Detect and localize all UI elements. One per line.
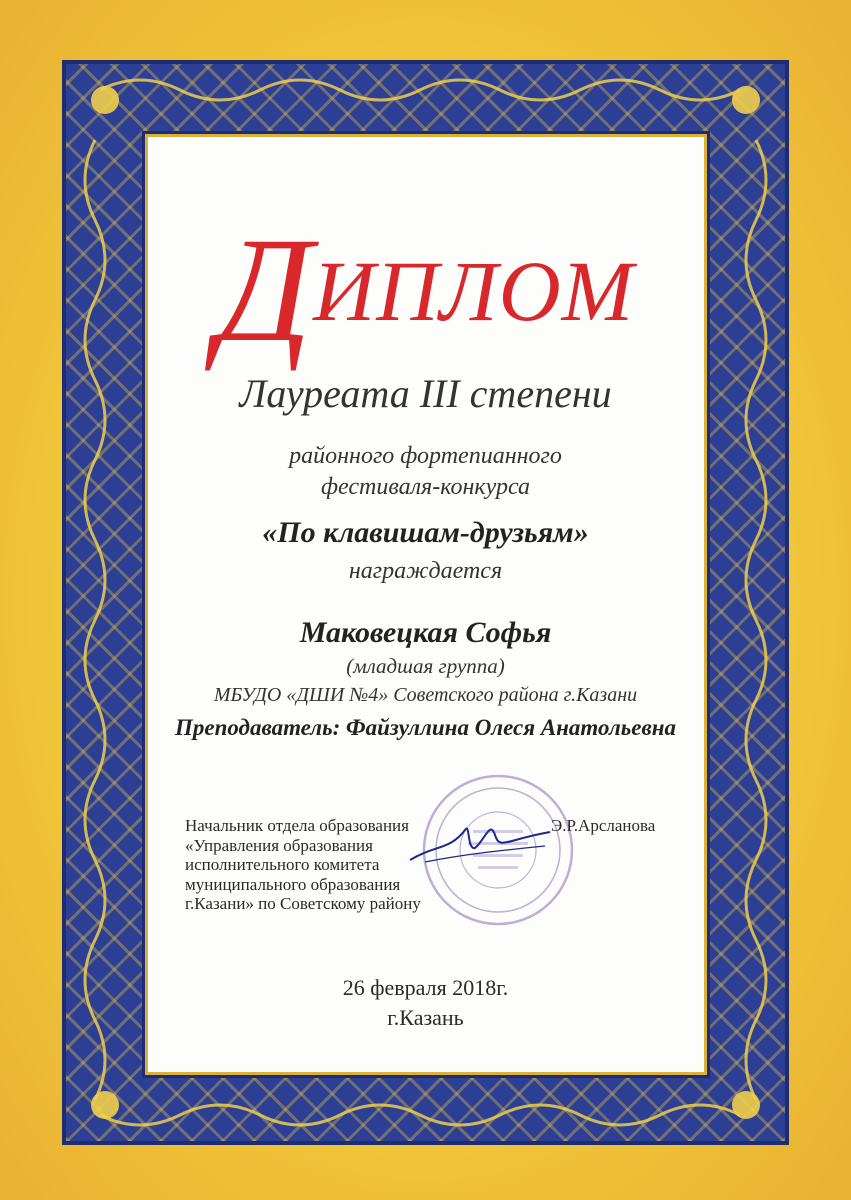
- position-line: «Управления образования: [185, 835, 373, 855]
- school-name: МБУДО «ДШИ №4» Советского района г.Казани: [213, 684, 638, 706]
- signer-position: [185, 816, 445, 914]
- contest-name: «По клавишам-друзьям»: [262, 516, 589, 549]
- position-line: г.Казани» по Советскому району: [185, 894, 421, 913]
- event-line-2: фестиваля-конкурса: [320, 474, 531, 500]
- recipient-group: (младшая группа): [346, 654, 505, 678]
- recipient-name: Маковецкая Софья: [299, 616, 552, 649]
- title-initial: Д: [216, 207, 314, 373]
- event-line-1: районного фортепианного: [289, 443, 562, 469]
- awarded-label: награждается: [348, 558, 503, 584]
- position-line: Начальник отдела образования: [185, 816, 409, 835]
- position-line: муниципального образования: [185, 874, 401, 894]
- diploma-title: [0, 207, 851, 373]
- issue-city: г.Казань: [387, 1005, 464, 1030]
- title-rest: ИПЛОМ: [313, 243, 635, 339]
- teacher-name: Преподаватель: Файзуллина Олеся Анатольевна: [174, 715, 677, 740]
- signer-name: Э.Р.Арсланова: [551, 816, 656, 835]
- position-line: исполнительного комитета: [185, 855, 380, 874]
- issue-date: 26 февраля 2018г.: [342, 975, 509, 1000]
- laureate-degree: Лауреата III степени: [239, 371, 612, 416]
